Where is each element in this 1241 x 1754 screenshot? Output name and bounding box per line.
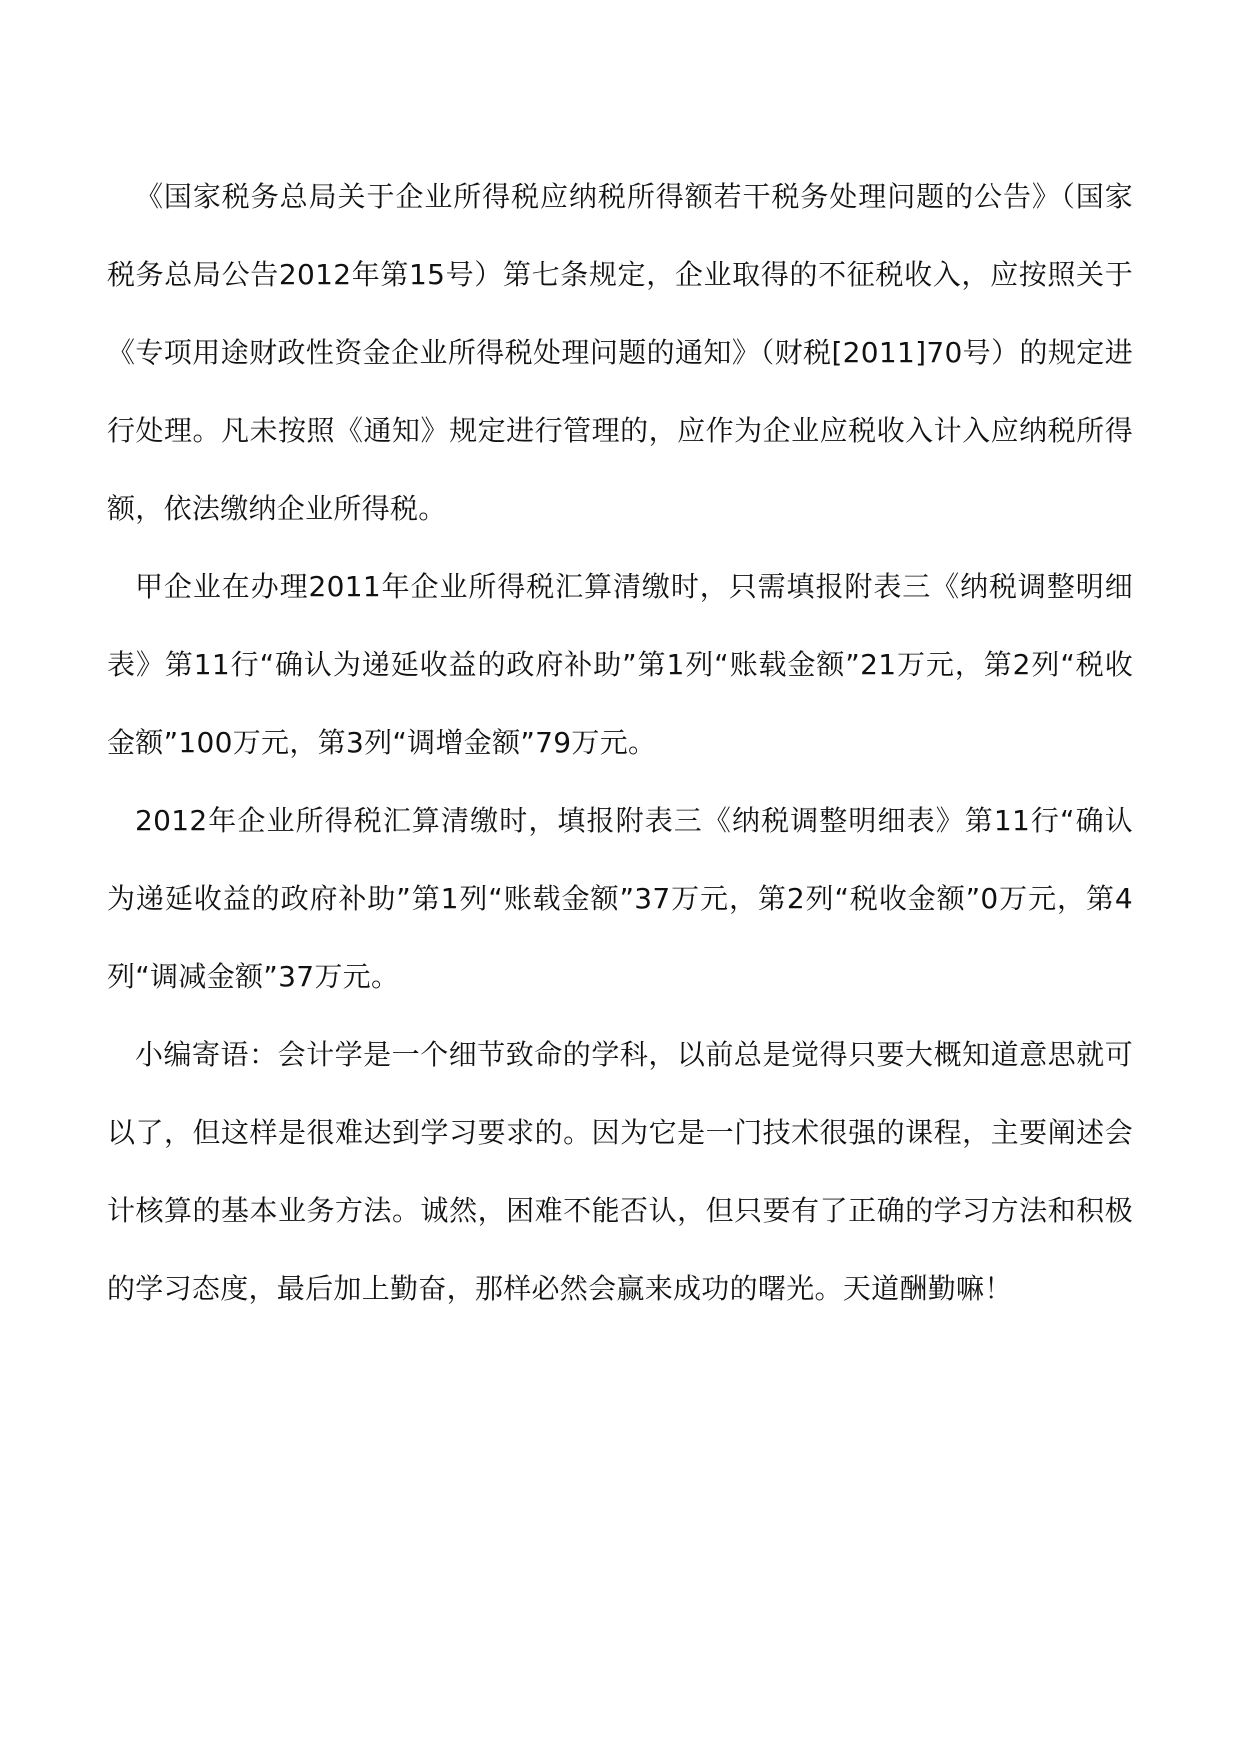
paragraph-editor-note: 小编寄语：会计学是一个细节致命的学科，以前总是觉得只要大概知道意思就可以了，但这样是很难达到学习要求的。因为它是一门技术很强的课程，主要阐述会计核算的基本业务方法。诚然，困难不能否认，但只要有了正确的学习方法和积极的学习态度，最后加上勤奋，那样必然会赢来成功的曙光。天道酬勤嘛！ xyxy=(107,1038,1133,1305)
document-body xyxy=(107,158,1133,1328)
paragraph-2012-filing: 2012年企业所得税汇算清缴时，填报附表三《纳税调整明细表》第11行“确认为递延收益的政府补助”第1列“账载金额”37万元，第2列“税收金额”0万元，第4列“调减金额”37万元。 xyxy=(107,804,1133,993)
paragraph-2011-filing: 甲企业在办理2011年企业所得税汇算清缴时，只需填报附表三《纳税调整明细表》第11行“确认为递延收益的政府补助”第1列“账载金额”21万元，第2列“税收金额”100万元，第3列“调增金额”79万元。 xyxy=(107,570,1133,759)
paragraph-tax-announcement: 《国家税务总局关于企业所得税应纳税所得额若干税务处理问题的公告》（国家税务总局公告2012年第15号）第七条规定，企业取得的不征税收入，应按照关于《专项用途财政性资金企业所得税处理问题的通知》（财税[2011]70号）的规定进行处理。凡未按照《通知》规定进行管理的，应作为企业应税收入计入应纳税所得额，依法缴纳企业所得税。 xyxy=(107,180,1133,525)
